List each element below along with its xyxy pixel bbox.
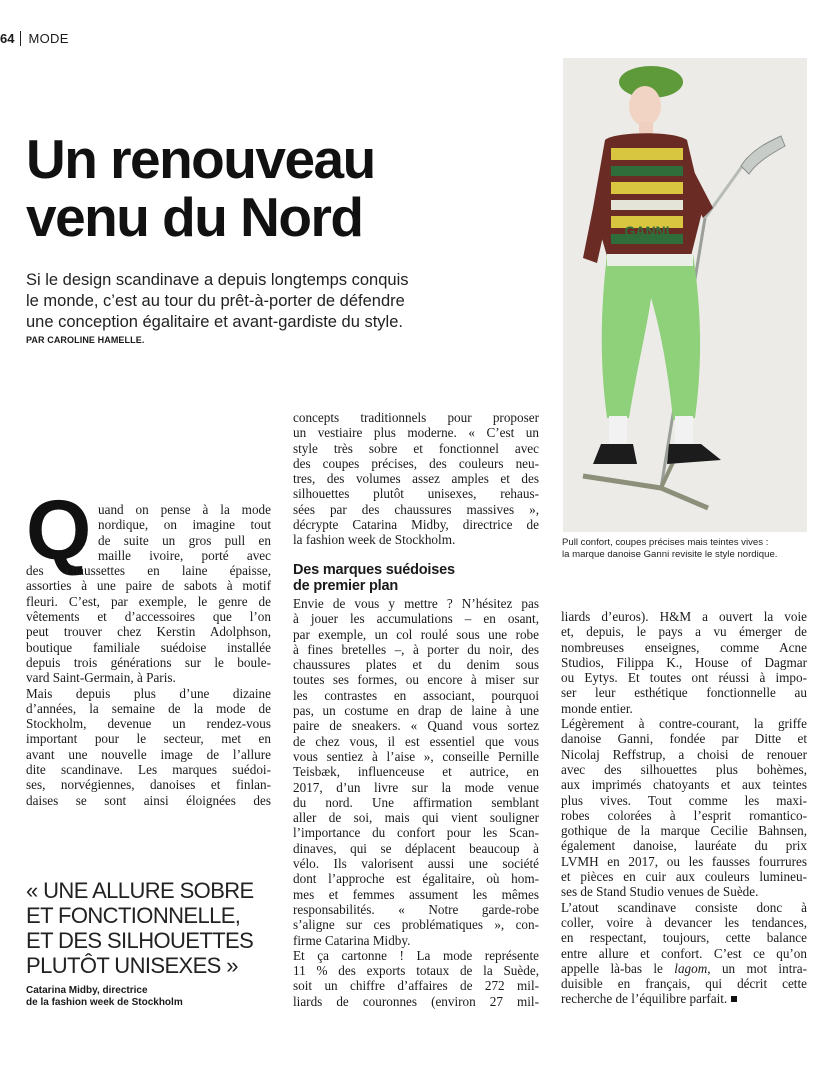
body-line-last	[561, 991, 807, 1006]
body-line: aux imprimés chatoyants et aux teintes	[561, 777, 807, 793]
model-illustration	[563, 58, 807, 532]
body-line: Nicolaj Reffstrup, a choisi de renouer	[561, 746, 807, 762]
caption-line: Pull confort, coupes précises mais teintes vives :	[562, 537, 769, 548]
italic-term: lagom	[674, 960, 708, 976]
body-line: liards d’euros). H&M a ouvert la voie	[561, 609, 807, 624]
body-line: ses, norvégiennes, danoises et finlan-	[26, 777, 271, 793]
quote-line: « UNE ALLURE SOBRE	[26, 878, 254, 903]
body-line: en respectant, toujours, cette balance	[561, 930, 807, 946]
end-of-article-mark	[731, 996, 737, 1002]
body-line: Envie de vous y mettre ? N’hésitez pas	[293, 596, 539, 611]
body-line: style très sobre et fonctionnel avec	[293, 440, 539, 456]
quote-attribution	[26, 985, 183, 1009]
caption-line: la marque danoise Ganni revisite le style nordique.	[562, 549, 778, 560]
body-line: de chez vous, il est essentiel que vous	[293, 733, 539, 749]
quote-line: ET DES SILHOUETTES	[26, 928, 254, 953]
body-line: plus vives. Tout comme les maxi-	[561, 792, 807, 808]
body-line: Teisbæk, influenceuse et autrice, en	[293, 764, 539, 780]
body-line: s’aligne sur ces problématiques », con-	[293, 917, 539, 933]
body-line: L’atout scandinave consiste donc à	[561, 899, 807, 915]
body-line: Stockholm, devenue un rendez-vous	[26, 716, 271, 732]
quote-line: ET FONCTIONNELLE,	[26, 903, 241, 928]
body-line: chaussures plates et du denim sous	[293, 657, 539, 673]
body-line: vélo. Ils valorisent aussi une société	[293, 856, 539, 872]
body-line: paire de sneakers. « Quand vous sortez	[293, 718, 539, 734]
body-line: et pièces en cuir aux couleurs lumineu-	[561, 869, 807, 885]
header-divider	[20, 31, 21, 46]
body-line: également danoise, lauréate du prix	[561, 838, 807, 854]
body-line: sées par des chaussures massives »,	[293, 501, 539, 517]
body-line: robes colorées à l’esprit romantico-	[561, 807, 807, 823]
body-line: depuis trois générations sur le boule-	[26, 654, 271, 670]
body-line: liards de couronnes (environ 27 mil-	[293, 993, 539, 1009]
body-line: danoise Ganni, fondée par Ditte et	[561, 731, 807, 747]
body-line: ou Eytys. Et toutes ont réussi à impo-	[561, 670, 807, 686]
lead-line: Si le design scandinave a depuis longtemps conquis	[26, 271, 409, 289]
drop-cap: Q	[26, 483, 92, 577]
body-line: important pour le secteur, met en	[26, 731, 271, 747]
body-line: mes et femmes assument les mêmes	[293, 886, 539, 902]
body-line: dite scandinave. Les marques suédoi-	[26, 762, 271, 778]
body-text: , un mot intra-	[707, 960, 807, 976]
section-subhead	[293, 562, 455, 594]
body-line: vard Saint-Germain, à Paris.	[26, 670, 176, 686]
body-line: Studios, Filippa K., House of Dagmar	[561, 654, 807, 670]
body-line: LVMH en 2017, ou les fausses fourrures	[561, 853, 807, 869]
body-line: 2017, d’un livre sur la mode venue	[293, 779, 539, 795]
body-line: tres, des volumes assez amples et des	[293, 471, 539, 487]
lead-line: le monde, c’est au tour du prêt-à-porter de défendre	[26, 292, 405, 310]
body-line: maille ivoire, porté avec	[98, 547, 271, 563]
body-line: uand on pense à la mode	[98, 502, 271, 517]
brand-print: GANNI	[624, 223, 670, 239]
body-line: Mais depuis plus d’une dizaine	[26, 685, 271, 701]
lead-line: une conception égalitaire et avant-gardiste du style.	[26, 313, 403, 331]
body-line: responsabilités. « Notre garde-robe	[293, 901, 539, 917]
page-number: 64	[0, 30, 15, 46]
body-line: avant une nouvelle image de l’allure	[26, 746, 271, 762]
body-line: silhouettes plutôt unisexes, rehaus-	[293, 486, 539, 502]
body-line: d’années, la semaine de la mode de	[26, 700, 271, 716]
fashion-photo	[563, 58, 807, 532]
body-line: les contrastes en associant, pourquoi	[293, 687, 539, 703]
body-line: coller, voire à devancer les tendances,	[561, 914, 807, 930]
body-line: des coupes précises, des couleurs neu-	[293, 455, 539, 471]
body-line: fleuri. C’est, par exemple, le genre de	[26, 593, 271, 609]
quote-line: PLUTÔT UNISEXES »	[26, 953, 238, 978]
body-line: décrypte Catarina Midby, directrice de	[293, 517, 539, 533]
body-line: dinaves, qui se déplacent beaucoup à	[293, 840, 539, 856]
article-title	[26, 130, 546, 246]
body-line: 11 % des exports totaux de la Suède,	[293, 963, 539, 979]
body-line: soit un chiffre d’affaires de 272 mil-	[293, 978, 539, 994]
subhead-line: Des marques suédoises	[293, 562, 455, 578]
rubric-label: MODE	[28, 30, 69, 46]
body-column-2-top	[293, 410, 539, 548]
title-line: Un renouveau	[26, 128, 375, 190]
attribution-line: de la fashion week de Stockholm	[26, 997, 183, 1008]
page-header	[0, 28, 69, 48]
body-line: à jouer les accumulations – en osant,	[293, 611, 539, 627]
body-line: Légèrement à contre-courant, la griffe	[561, 716, 807, 732]
body-line: avec des silhouettes plus bohèmes,	[561, 761, 807, 777]
body-line: et, depuis, le pays a vu émerger de	[561, 624, 807, 640]
body-line: vous sentiez à l’aise », conseille Pernille	[293, 748, 539, 764]
body-line: vêtements et d’accessoires que l’on	[26, 609, 271, 625]
body-line: duisible en français, qui décrit cette	[561, 976, 807, 992]
body-line: à fines bretelles –, à porter du noir, des	[293, 641, 539, 657]
body-line: gothique de la marque Cecilie Bahnsen,	[561, 823, 807, 839]
body-line: peut trouver chez Kerstin Adolphson,	[26, 624, 271, 640]
body-line: monde entier.	[561, 700, 633, 716]
body-line: dont l’approche est égalitaire, où hom-	[293, 871, 539, 887]
attribution-line: Catarina Midby, directrice	[26, 985, 148, 996]
body-line: entre allure et confort. C’est ce qu’on	[561, 945, 807, 961]
body-line: pas, un costume en drap de laine à une	[293, 703, 539, 719]
body-line: ses de Stand Studio venues de Suède.	[561, 884, 759, 900]
body-line: toutes ses formes, ou encore à miser sur	[293, 672, 539, 688]
body-line: des chaussettes en laine épaisse,	[26, 563, 271, 579]
byline: PAR CAROLINE HAMELLE.	[26, 335, 145, 345]
body-text: recherche de l’équilibre parfait.	[561, 991, 728, 1007]
body-line: de suite un gros pull en	[98, 532, 271, 548]
title-line: venu du Nord	[26, 186, 363, 248]
body-column-2-bottom	[293, 596, 539, 1009]
body-line: boutique familiale suédoise installée	[26, 639, 271, 655]
body-column-3	[561, 609, 807, 1007]
photo-caption	[562, 537, 812, 561]
body-line: la fashion week de Stockholm.	[293, 532, 456, 548]
body-line: du nord. Une affirmation semblant	[293, 794, 539, 810]
body-line: un vestiaire plus moderne. « C’est un	[293, 425, 539, 441]
body-line: assorties à une paire de sabots à motif	[26, 578, 271, 594]
body-line: nordique, on imagine tout	[98, 517, 271, 533]
subhead-line: de premier plan	[293, 578, 398, 594]
body-line: firme Catarina Midby.	[293, 932, 411, 948]
body-line: ser leur esthétique fonctionnelle au	[561, 685, 807, 701]
body-line: par exemple, un col roulé sous une robe	[293, 626, 539, 642]
body-line: nombreuses enseignes, comme Acne	[561, 639, 807, 655]
body-line-lagom	[561, 961, 807, 976]
body-line: l’importance du confort pour les Scan-	[293, 825, 539, 841]
body-column-1	[26, 502, 271, 808]
body-line: daises se sont ainsi éloignées des	[26, 792, 271, 808]
article-lead	[26, 270, 456, 333]
body-line: Et ça cartonne ! La mode représente	[293, 947, 539, 963]
body-line: aller de soi, mais qui vient souligner	[293, 810, 539, 826]
body-line: concepts traditionnels pour proposer	[293, 410, 539, 425]
body-text: appelle là-bas le	[561, 960, 675, 976]
pull-quote	[26, 878, 276, 978]
